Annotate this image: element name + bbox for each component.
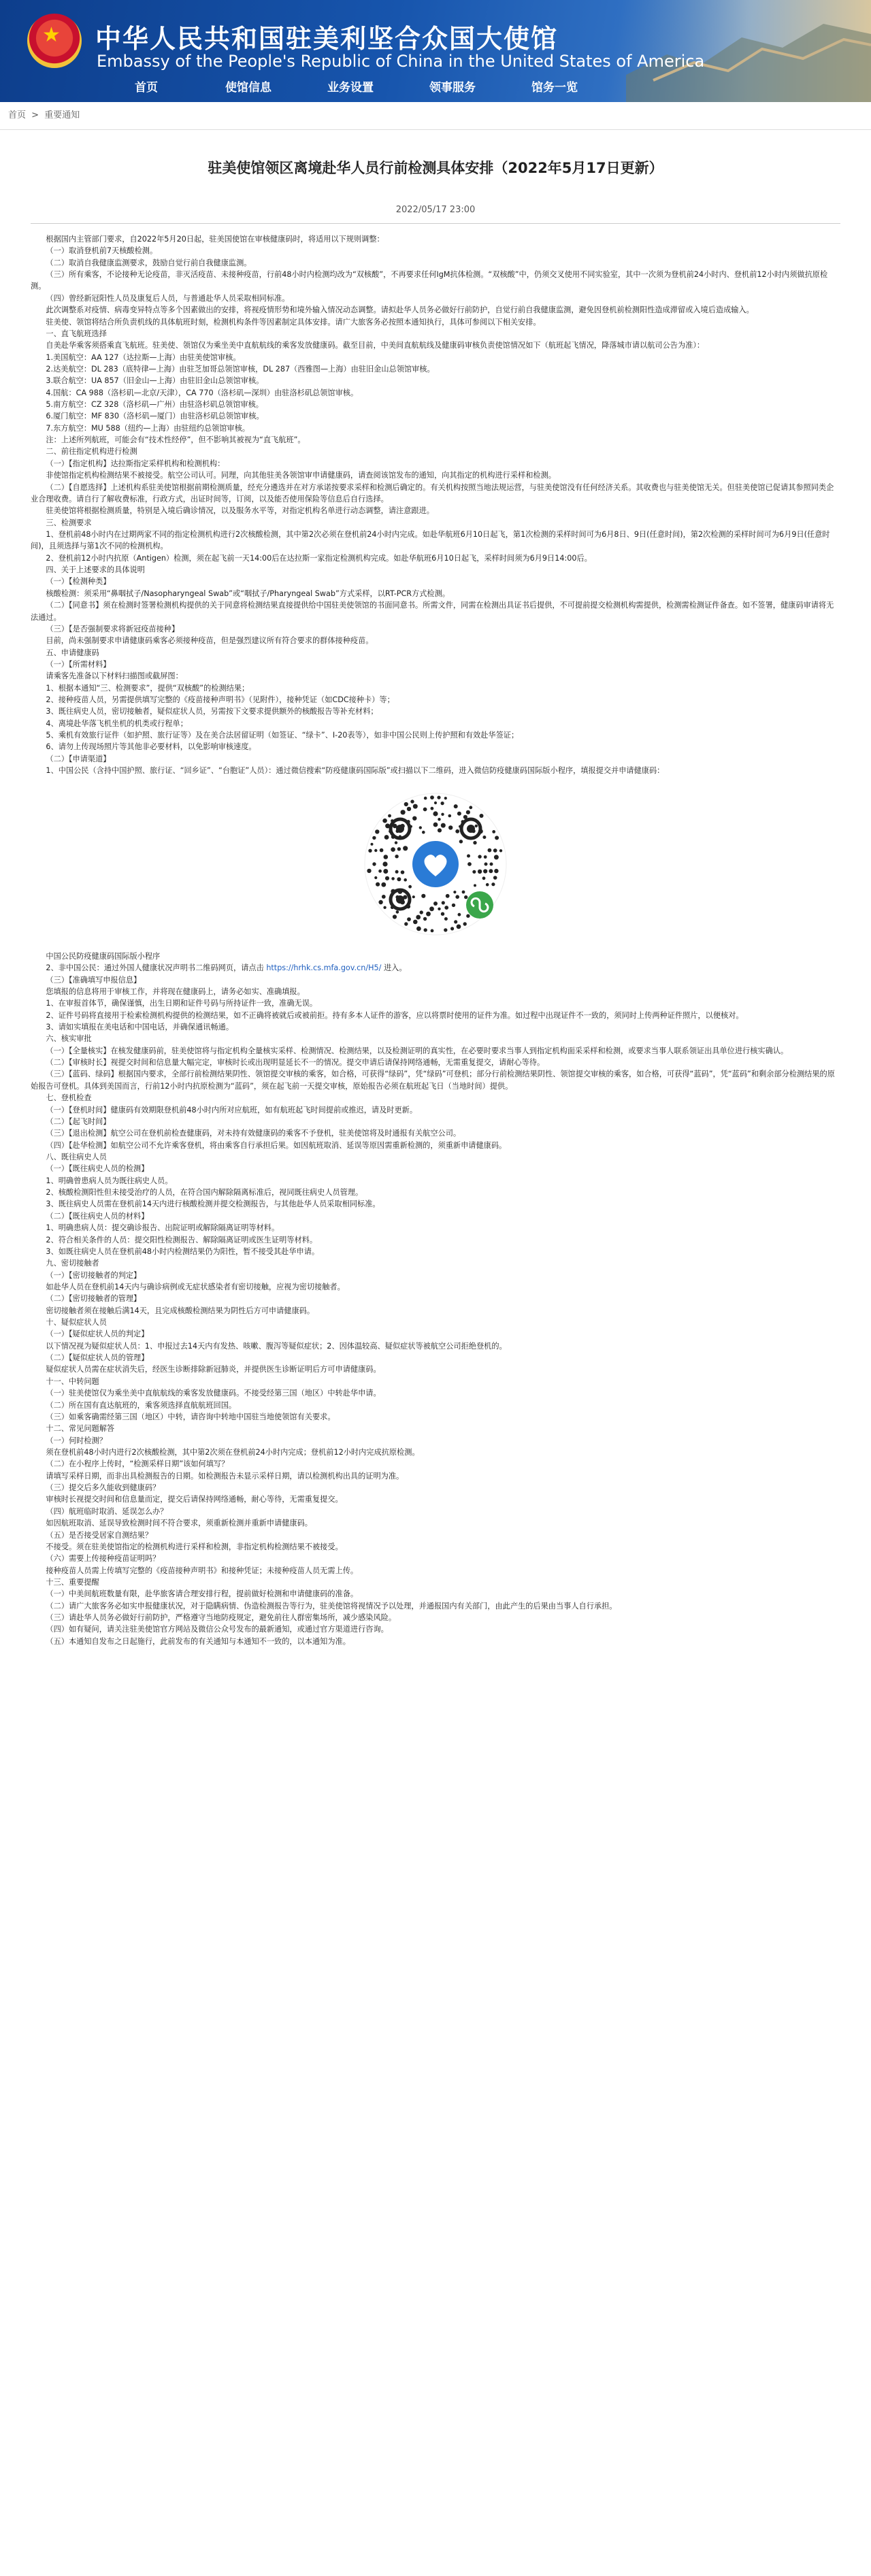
qr-dot: [410, 799, 414, 803]
qr-dot: [457, 924, 461, 929]
article-paragraph: （一）【既往病史人员的检测】: [46, 1164, 149, 1174]
article-paragraph: （二）【既往病史人员的材料】: [46, 1211, 149, 1221]
article-paragraph: 2、核酸检测阳性但未接受治疗的人员，在符合国内解除隔离标准后，视同既往病史人员管理。: [46, 1188, 363, 1198]
qr-dot: [463, 922, 467, 925]
article-paragraph: （二）在小程序上传时，“检测采样日期”该如何填写？: [46, 1459, 229, 1469]
qr-dot: [431, 929, 434, 932]
article-paragraph: 1.美国航空：AA 127（达拉斯—上海）由驻美使馆审核。: [46, 352, 241, 362]
article-paragraph: 3、请如实填报在美电话和中国电话，并确保通讯畅通。: [46, 1023, 234, 1032]
qr-dot: [367, 868, 371, 872]
article-paragraph: 1、根据本通知“三、检测要求”，提供“双核酸”的检测结果；: [46, 683, 250, 693]
article-paragraph: （三）【蓝码、绿码】根据国内要求，全部行前检测结果阴性、领馆提交审核的乘客，如合格，可获得“绿码”，凭“绿码”可登机；部分行前检测结果阴性、领馆提交审核的乘客，如合格，可获得“蓝码”，凭“蓝码”和剩余部分检测结果的原始报告可登机。具体到美国而言，行前12小时内抗原检测为“蓝码”，须在起飞前一天提交审核，原始报告必须在航班起飞日（当地时间）提供。: [31, 1070, 835, 1091]
article-paragraph: 三、检测要求: [46, 518, 92, 527]
qr-dot: [429, 906, 434, 911]
qr-dot: [407, 917, 411, 921]
article-paragraph: 1、明确患病人员：提交确诊报告、出院证明或解除隔离证明等材料。: [46, 1223, 280, 1233]
article-paragraph: 5.南方航空：CZ 328（洛杉矶—广州）由驻洛杉矶总领馆审核。: [46, 400, 263, 410]
article-paragraph: （二）【申请渠道】: [46, 754, 111, 763]
qr-dot: [474, 884, 476, 887]
qr-dot: [493, 876, 497, 880]
article-paragraph: （一）取消登机前7天核酸检测。: [46, 246, 158, 256]
qr-dot: [404, 878, 407, 881]
article-paragraph: 根据国内主管部门要求，自2022年5月20日起，驻美国使馆在审核健康码时，将适用以下规则调整：: [46, 235, 384, 244]
qr-dot: [378, 899, 382, 904]
qr-dot: [450, 927, 454, 930]
qr-dot: [494, 855, 499, 859]
article-paragraph: 3、既往病史人员，密切接触者，疑似症状人员，另需按下文要求提供额外的核酸报告等补充材料；: [46, 707, 378, 716]
article-paragraph: （三）【准确填写申报信息】: [46, 975, 142, 985]
mini-program-qr-code[interactable]: [361, 789, 510, 939]
article-paragraph: 1、在审报首体节，确保谨慎，出生日期和证件号码与所持证件一致，准确无误。: [46, 999, 318, 1008]
article-paragraph: 五、申请健康码: [46, 648, 99, 657]
qr-dot: [483, 869, 487, 873]
breadcrumb-home[interactable]: 首页: [8, 110, 27, 120]
qr-dot: [484, 855, 487, 859]
nav-item-services[interactable]: 业务设置: [327, 81, 374, 95]
qr-dot: [448, 825, 453, 829]
article-paragraph: 注：上述所列航班，可能会有“技术性经停”，但不影响其被视为“直飞航班”。: [46, 435, 306, 445]
qr-dot: [422, 830, 425, 833]
qr-dot: [391, 877, 395, 880]
article-paragraph: 非使馆指定机构检测结果不被接受。航空公司认可。同理，向其他驻美各领馆审申请健康码，请查阅该馆发布的通知，向其指定的机构进行采样和检测。: [46, 471, 556, 480]
site-title-cn: 中华人民共和国驻美利坚合众国大使馆: [95, 24, 559, 54]
qr-dot: [375, 829, 379, 833]
qr-dot: [419, 826, 422, 829]
qr-dot: [438, 907, 440, 910]
article-paragraph: 3.联合航空：UA 857（旧金山—上海）由驻旧金山总领馆审核。: [46, 376, 264, 386]
article-paragraph: （三）如乘客确需经第三国（地区）中转，请咨询中转地中国驻当地使领馆有关要求。: [46, 1412, 335, 1421]
qr-dot: [455, 829, 459, 833]
qr-dot: [408, 885, 412, 888]
article-paragraph: （五）是否接受居家自测结果？: [46, 1530, 153, 1540]
nav-item-consular[interactable]: 领事服务: [429, 81, 476, 95]
qr-dot: [441, 812, 444, 815]
qr-dot: [384, 855, 389, 859]
qr-dot: [448, 814, 452, 817]
qr-dot: [424, 796, 427, 799]
qr-dot: [444, 797, 447, 799]
article-paragraph: 您填报的信息将用于审核工作，并将现在健康码上，请务必如实、准确填报。: [46, 987, 305, 996]
article-paragraph: （一）中美间航班数量有限，赴华旅客请合理安排行程，提前做好检测和申请健康码的准备。: [46, 1589, 359, 1599]
link-intro-text: 2、非中国公民：通过外国人健康状况声明书二维码网页，请点击: [46, 963, 264, 973]
article-body: [31, 233, 840, 1647]
qr-dot: [457, 811, 461, 815]
article-paragraph: （一）【全量核实】在核发健康码前，驻美使馆将与指定机构全量核实采样、检测情况、检测结果，以及检测证明的真实性，在必要时要求当事人到指定机构面采采样和检测，或要求当事人联系领证出具单位进行核实确认。: [46, 1046, 789, 1055]
qr-finder-center: [467, 825, 475, 833]
qr-dot: [372, 836, 376, 839]
article-paragraph: （三）【退出检测】航空公司在登机前检查健康码，对未持有效健康码的乘客不予登机，驻美使馆将及时通报有关航空公司。: [46, 1129, 461, 1138]
qr-dot: [374, 848, 377, 851]
article-paragraph: 六、核实审批: [46, 1034, 92, 1044]
qr-dot: [384, 835, 389, 840]
article-paragraph: 以下情况视为疑似症状人员：1、申报过去14天内有发热、咳嗽、腹泻等疑似症状；2、因体温较高、疑似症状等被航空公司拒绝登机的。: [46, 1341, 507, 1351]
article-paragraph: （二）【疑似症状人员的管理】: [46, 1353, 149, 1363]
qr-dot: [376, 882, 380, 886]
qr-finder-center: [396, 895, 404, 904]
article-paragraph: （三）【是否强制要求将新冠疫苗接种】: [46, 624, 180, 633]
qr-dot: [385, 876, 389, 880]
qr-dot: [467, 862, 472, 866]
link-outro-text: 进入。: [383, 963, 407, 973]
qr-dot: [395, 855, 398, 858]
qr-dot: [413, 804, 418, 808]
qr-dot: [433, 902, 438, 906]
qr-block: [31, 789, 840, 942]
article-paragraph: （四）曾经新冠阳性人员及康复后人员，与普通赴华人员采取相同标准。: [46, 293, 290, 303]
article-paragraph: 1、登机前48小时内在过期两家不同的指定检测机构进行2次核酸检测，其中第2次必须在登机前24小时内完成。如赴华航班6月10日起飞，第1次检测的采样时间可为6月8日、9日(任意时间)，第2次检测的采样时间可为6月9日(任意时间)，且须选择与第1次不同的检测机构。: [31, 529, 830, 551]
article-paragraph: 5、乘机有效旅行证件（如护照、旅行证等）及在美合法居留证明（如签证、“绿卡”、I-20表等），如非中国公民则上传护照和有效赴华签证；: [46, 731, 519, 740]
qr-dot: [431, 806, 434, 810]
qr-dot: [444, 928, 447, 931]
article-paragraph: 2、登机前12小时内抗原（Antigen）检测，须在起飞前一天14:00后在达拉斯一家指定检测机构完成。如赴华航班6月10日起飞，采样时间须为6月9日14:00后。: [46, 553, 592, 563]
article-paragraph: 核酸检测：须采用“鼻咽拭子/Nasopharyngeal Swab”或“咽拭子/Pharyngeal Swab”方式采样，以RT-PCR方式检测。: [46, 589, 450, 598]
qr-dot: [382, 861, 387, 866]
article-paragraph: 须在登机前48小时内进行2次核酸检测，其中第2次须在登机前24小时内完成；登机前12小时内完成抗原检测。: [46, 1447, 420, 1457]
article-paragraph: 目前，尚未强制要求申请健康码乘客必须接种疫苗，但是强烈建议所有符合要求的群体接种疫苗。: [46, 636, 374, 646]
qr-dot: [490, 862, 493, 865]
qr-dot: [441, 823, 446, 827]
article-paragraph: 十三、重要提醒: [46, 1577, 99, 1587]
article-paragraph: 一、直飞航班选择: [46, 329, 107, 338]
qr-dot: [378, 869, 382, 872]
article-paragraph: （六）需要上传接种疫苗证明吗？: [46, 1554, 161, 1564]
article-paragraph: （四）如有疑问，请关注驻美使馆官方网站及微信公众号发布的最新通知，或通过官方渠道进行咨询。: [46, 1625, 389, 1634]
article-paragraph: （二）【密切接触者的管理】: [46, 1294, 142, 1304]
qr-dot: [433, 811, 438, 816]
nav-item-home[interactable]: 首页: [135, 81, 158, 95]
site-header: [0, 0, 871, 102]
article-paragraph: 请填写采样日期，而非出具检测报告的日期。如检测报告未显示采样日期，请以检测机构出具的证明为准。: [46, 1471, 404, 1481]
qr-dot: [453, 891, 456, 893]
article: [31, 130, 840, 1647]
qr-dot: [393, 914, 397, 919]
qr-dot: [452, 903, 455, 906]
qr-dot: [493, 848, 497, 853]
article-paragraph: （四）【赴华检测】如航空公司不允许乘客登机，将由乘客自行承担后果。如因航班取消、延误等原因需重新检测的，须重新申请健康码。: [46, 1140, 507, 1150]
site-title-en: Embassy of the People's Republic of China in the United States of America: [97, 52, 705, 71]
qr-dot: [374, 876, 377, 878]
article-paragraph: 1、中国公民（含持中国护照、旅行证、“回乡证”、“台胞证”人员）：通过微信搜索“防疫健康码国际版”或扫描以下二维码，进入微信防疫健康码国际版小程序，填报提交并申请健康码：: [46, 766, 665, 776]
foreigner-health-declaration-link[interactable]: https://hrhk.cs.mfa.gov.cn/H5/: [266, 963, 382, 973]
qr-dot: [423, 807, 427, 811]
qr-dot: [407, 806, 411, 810]
qr-dot: [462, 890, 465, 893]
qr-dot: [466, 914, 470, 917]
article-paragraph: （五）本通知自发布之日起施行，此前发布的有关通知与本通知不一致的，以本通知为准。: [46, 1636, 350, 1646]
qr-dot: [371, 842, 374, 845]
qr-dot: [430, 795, 434, 799]
qr-dot: [494, 868, 498, 872]
article-paragraph: （二）【同意书】须在检测时签署检测机构提供的关于同意将检测结果直接提供给中国驻美使领馆的书面同意书。所需文件，同需在检测出具证书后提供，不可提前提交检测机构需提供，检测需检测证件备查。如不签署，健康码审请将无法通过。: [31, 601, 834, 622]
qr-dot: [454, 920, 457, 923]
qr-dot: [499, 849, 502, 852]
qr-dot: [478, 855, 481, 858]
article-paragraph: 6.厦门航空：MF 830（洛杉矶—厦门）由驻洛杉矶总领馆审核。: [46, 412, 264, 421]
qr-dot: [395, 841, 397, 844]
qr-dot: [383, 906, 386, 908]
qr-dot: [382, 895, 386, 899]
qr-dot: [388, 814, 391, 817]
article-paragraph: 十、疑似症状人员: [46, 1318, 107, 1327]
article-paragraph: 1、明确曾患病人员为既往病史人员。: [46, 1176, 173, 1185]
article-title: 驻美使馆领区离境赴华人员行前检测具体安排（2022年5月17日更新）: [208, 160, 663, 176]
qr-dot: [441, 802, 444, 805]
article-paragraph: （三）所有乘客，不论接种无论疫苗，非灭活疫苗、未接种疫苗，行前48小时内检测均改为“双核酸”，不再要求任何IgM抗体检测。“双核酸”中，仍须交叉使用不同实验室，其中一次须为登机前24小时内、登机前12小时内须做抗原检测。: [31, 270, 828, 291]
article-paragraph: 6、请勿上传现场照片等其他非必要材料，以免影响审核速度。: [46, 742, 257, 752]
article-paragraph: 九、密切接触者: [46, 1259, 99, 1268]
article-date: 2022/05/17 23:00: [31, 205, 840, 224]
article-paragraph: 2、证件号码将直接用于检索检测机构提供的检测结果，如不正确将被就后或被前拒。持有多本人证件的游客，应以将票时使用的证件为准。如过程中出现证件不一致的，须同时上传两种证件照片，以便核对。: [46, 1010, 744, 1020]
national-emblem-icon: ★: [27, 14, 82, 68]
article-paragraph: 2.达美航空：DL 283（底特律—上海）由驻芝加哥总领馆审核，DL 287（西雅图—上海）由驻旧金山总领馆审核。: [46, 364, 435, 374]
qr-dot: [396, 910, 399, 914]
article-paragraph: （一）【检测种类】: [46, 577, 111, 587]
breadcrumb-separator: >: [31, 110, 39, 120]
article-paragraph: 请乘客先准备以下材料扫描图或截屏图：: [46, 672, 183, 681]
qr-dot: [380, 848, 384, 852]
article-paragraph: 十一、中转问题: [46, 1376, 99, 1386]
qr-dot: [480, 814, 484, 818]
qr-dot: [403, 846, 408, 851]
article-paragraphs-a: [31, 233, 840, 777]
article-paragraph: 3、既往病史人员需在登机前14天内进行核酸检测并提交检测报告，与其他赴华人员采取相同标准。: [46, 1200, 380, 1209]
qr-dot: [495, 836, 499, 840]
qr-dot: [397, 847, 401, 851]
qr-dot: [401, 870, 405, 874]
qr-dot: [412, 816, 416, 820]
article-paragraph: 八、既往病史人员: [46, 1153, 107, 1161]
article-paragraph: 自美赴华乘客须搭乘直飞航班。驻美使、领馆仅为乘坐美中直航航线的乘客发放健康码。截至目前，中美间直航航线及健康码审核负责使馆情况如下（航班起飞情况，降落城市请以航司公告为准）：: [46, 341, 705, 350]
article-paragraph: （二）所在国有直达航班的，乘客须选择直航航班回国。: [46, 1400, 237, 1410]
qr-dot: [473, 840, 476, 844]
qr-dot: [438, 828, 442, 832]
qr-dot: [469, 806, 472, 809]
qr-dot: [467, 854, 470, 857]
qr-dot: [383, 869, 388, 874]
qr-dot: [404, 802, 408, 806]
qr-dot: [478, 869, 482, 873]
qr-dot: [381, 882, 386, 887]
nav-item-affairs[interactable]: 馆务一览: [531, 81, 578, 95]
article-paragraph: （三）请赴华人员务必做好行前防护，严格遵守当地防疫规定，避免前往人群密集场所，减少感染风险。: [46, 1613, 397, 1623]
qr-dot: [486, 882, 489, 886]
article-paragraph: （一）【登机时间】健康码有效期限登机前48小时内所对应航班，如有航班起飞时间提前或推迟，请及时更新。: [46, 1105, 418, 1114]
article-paragraph: （二）【自愿选择】上述机构系驻美使馆根据前期检测质量，经充分遴选并在对方承诺按要求采样和检测后确定的。有关机构按照当地法规运营，与驻美使馆没有任何经济关系。其收费也与驻美使馆无关。但驻美使馆已促请其参照同类企业合理收费。请自行了解收费标准，行政方式，出证时间等，订阅，以及能否使用保险等信息后自行选择。: [31, 482, 834, 503]
qr-dot: [401, 810, 406, 814]
article-paragraph: 4.国航：CA 988（洛杉矶—北京/天津），CA 770（洛杉矶—深圳）由驻洛杉矶总领馆审核。: [46, 388, 359, 397]
qr-dot: [446, 893, 450, 897]
qr-dot: [433, 822, 438, 827]
article-paragraph: 2、接种疫苗人员，另需提供填写完整的《疫苗接种声明书》（见附件），接种凭证（如CDC接种卡）等；: [46, 695, 395, 705]
qr-dot: [391, 847, 395, 852]
article-paragraph: 七、登机检查: [46, 1093, 92, 1103]
breadcrumb: [0, 102, 871, 130]
article-paragraph: （二）取消自我健康监测要求，鼓励自觉行前自我健康监测。: [46, 258, 252, 267]
nav-item-embassy-info[interactable]: 使馆信息: [225, 81, 272, 95]
qr-dot: [484, 862, 488, 865]
qr-dot: [437, 795, 440, 799]
qr-dot: [466, 810, 470, 814]
article-paragraph: 密切接触者须在接触后满14天，且完成核酸检测结果为阴性后方可申请健康码。: [46, 1306, 315, 1315]
qr-dot: [421, 893, 425, 897]
article-paragraph: （一）【指定机构】达拉斯指定采样机构和检测机构：: [46, 459, 225, 468]
article-paragraphs-b: [31, 974, 840, 1647]
qr-dot: [455, 895, 459, 899]
qr-dot: [423, 917, 427, 920]
qr-dot: [441, 912, 444, 915]
qr-dot: [395, 870, 399, 873]
article-paragraph: 疑似症状人员需在症状消失后，经医生诊断排除新冠肺炎，并提供医生诊断证明后方可申请健康码。: [46, 1365, 381, 1374]
article-paragraph: 此次调整系对疫情、病毒变异特点等多个因素做出的安排，将视疫情形势和境外输入情况动态调整。请拟赴华人员务必做好行前防护，自觉行前自我健康监测，避免因登机前检测阳性造成滞留或入境后造成输入。: [46, 306, 754, 315]
qr-finder-center: [396, 825, 404, 833]
qr-dot: [424, 928, 427, 931]
qr-dot: [492, 830, 495, 833]
qr-caption: 中国公民防疫健康码国际版小程序: [46, 951, 161, 961]
qr-dot: [464, 895, 467, 898]
qr-dot: [491, 882, 495, 886]
article-paragraph: （一）【所需材料】: [46, 659, 111, 669]
qr-dot: [368, 848, 372, 852]
qr-dot: [488, 848, 492, 852]
article-paragraph: 如赴华人员在登机前14天内与确诊病例或无症状感染者有密切接触，应视为密切接触者。: [46, 1282, 345, 1291]
article-paragraph: （一）【密切接触者的判定】: [46, 1270, 142, 1280]
article-paragraph: 驻美使馆将根据检测质量，特别是入境后确诊情况，以及服务水平等，对指定机构名单进行动态调整，请注意跟进。: [46, 506, 434, 516]
qr-dot: [444, 906, 448, 910]
qr-dot: [413, 919, 418, 924]
article-paragraph: （一）驻美使馆仅为乘坐美中直航航线的乘客发放健康码。不接受经第三国（地区）中转赴华申请。: [46, 1389, 381, 1398]
qr-dot: [444, 917, 448, 921]
qr-dot: [475, 824, 478, 827]
qr-dot: [420, 910, 423, 914]
main-nav: [0, 73, 871, 102]
qr-dot: [458, 912, 461, 916]
qr-dot: [412, 895, 415, 898]
qr-dot: [482, 876, 486, 880]
article-paragraph: （二）请广大旅客务必如实申报健康状况，对于隐瞒病情、伪造检测报告等行为，驻美使馆将视情况予以处理，并通报国内有关部门，由此产生的后果由当事人自行承担。: [46, 1601, 617, 1611]
article-paragraph: 十二、常见问题解答: [46, 1424, 115, 1434]
article-paragraph: 四、关于上述要求的具体说明: [46, 565, 145, 575]
breadcrumb-current[interactable]: 重要通知: [44, 110, 80, 120]
article-paragraph: 审核时长视提交时间和信息量而定，提交后请保持网络通畅，耐心等待，无需重复提交。: [46, 1495, 343, 1504]
qr-dot: [404, 922, 408, 925]
qr-dot: [416, 926, 421, 931]
article-paragraph: 接种疫苗人员需上传填写完整的《疫苗接种声明书》和接种凭证；未接种疫苗人员无需上传。: [46, 1566, 359, 1575]
article-paragraph: 7.东方航空：MU 588（纽约—上海）由驻纽约总领馆审核。: [46, 423, 250, 433]
qr-dot: [397, 877, 401, 881]
qr-dot: [372, 862, 376, 865]
article-paragraph: 驻美使、领馆将结合所负责机线的具体航班时刻，检测机构条件等因素制定具体安排。请广大旅客务必按照本通知执行，具体可参阅以下相关安排。: [46, 317, 541, 327]
qr-dot: [434, 801, 437, 804]
article-paragraph: （二）【审核时长】视提交时间和信息量大幅完定，审核时长或出现明显延长不一的情况。提交申请后请保持网络通畅，无需重复提交，请耐心等待。: [46, 1058, 545, 1068]
non-citizen-link-paragraph: [31, 962, 840, 974]
qr-dot: [426, 911, 431, 916]
article-paragraph: 4、离境赴华落飞机坐机的机类或行程单；: [46, 719, 188, 728]
article-paragraph: （四）航班临时取消、延误怎么办？: [46, 1506, 168, 1516]
qr-dot: [482, 836, 486, 839]
article-paragraph: （一）何时检测？: [46, 1436, 107, 1445]
qr-dot: [438, 818, 440, 821]
article-paragraph: 2、符合相关条件的人员：提交阳性检测报告、解除隔离证明或医生证明等材料。: [46, 1235, 318, 1244]
article-paragraph: 不接受。须在驻美使馆指定的检测机构进行采样和检测，非指定机构检测结果不被接受。: [46, 1542, 343, 1551]
article-paragraph: 3、如既往病史人员在登机前48小时内检测结果仍为阳性，暂不接受其赴华申请。: [46, 1246, 320, 1256]
article-paragraph: （一）【疑似症状人员的判定】: [46, 1330, 149, 1339]
qr-dot: [489, 869, 493, 873]
article-paragraph: （二）【起飞时间】: [46, 1117, 111, 1126]
qr-dot: [454, 804, 458, 808]
qr-dot: [416, 914, 421, 919]
qr-dot: [472, 870, 476, 873]
article-paragraph: 如因航班取消、延误导致检测时间不符合要求，须重新检测并重新申请健康码。: [46, 1519, 312, 1528]
article-paragraph: 二、前往指定机构进行检测: [46, 447, 137, 457]
qr-dot: [382, 818, 387, 823]
qr-dot: [459, 840, 463, 843]
article-paragraph: （三）提交后多久能收到健康码？: [46, 1483, 161, 1493]
qr-dot: [442, 901, 445, 904]
